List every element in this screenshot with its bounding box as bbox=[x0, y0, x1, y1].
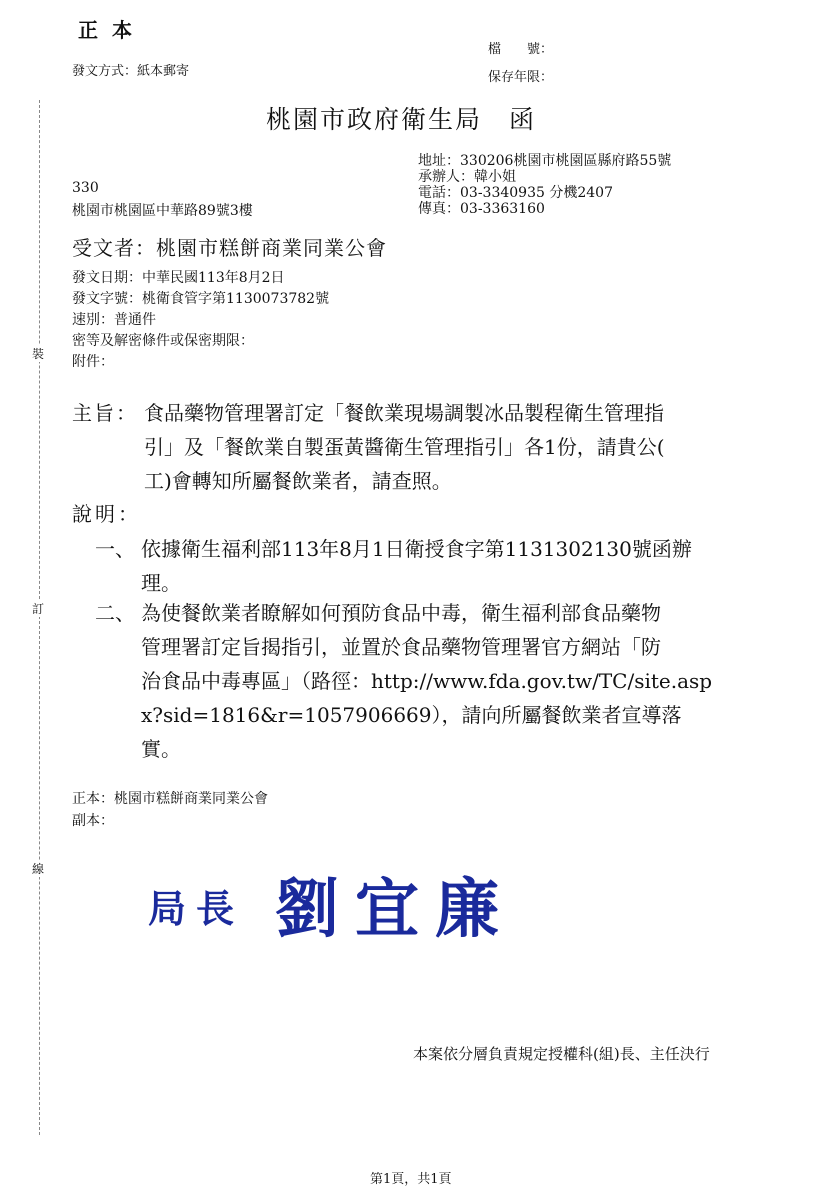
item-number: 一、 bbox=[95, 537, 135, 561]
explanation-item bbox=[95, 532, 785, 600]
binding-mark-ding: 訂 bbox=[32, 602, 45, 616]
binding-line bbox=[39, 100, 40, 1135]
retention-period-label: 保存年限： bbox=[488, 70, 554, 85]
sender-phone: 電話：03-3340935 分機2407 bbox=[418, 185, 613, 201]
subject-line: 食品藥物管理署訂定「餐飲業現場調製冰品製程衛生管理指 bbox=[144, 401, 664, 425]
copy-mark: 正本 bbox=[78, 18, 146, 42]
recipient-street: 桃園市桃園區中華路89號3樓 bbox=[72, 203, 253, 219]
sender-contact: 承辦人：韓小姐 bbox=[418, 169, 516, 185]
subject-section bbox=[72, 396, 772, 498]
cc-recipient: 副本： bbox=[72, 813, 114, 829]
send-method: 發文方式：紙本郵寄 bbox=[72, 64, 190, 79]
item-line: 治食品中毒專區」（路徑：http://www.fda.gov.tw/TC/site.asp bbox=[141, 669, 713, 693]
item-line: 理。 bbox=[141, 571, 181, 595]
document-title: 桃園市政府衛生局 函 bbox=[266, 105, 537, 134]
page-number: 第1頁，共1頁 bbox=[370, 1172, 452, 1187]
delegation-note: 本案依分層負責規定授權科(組)長、主任決行 bbox=[413, 1045, 710, 1063]
item-line: x?sid=1816&r=1057906669），請向所屬餐飲業者宣導落 bbox=[141, 703, 682, 727]
subject-line: 工)會轉知所屬餐飲業者，請查照。 bbox=[144, 469, 452, 493]
explanation-item bbox=[95, 596, 785, 766]
document-meta bbox=[72, 268, 329, 373]
sender-address: 地址：330206桃園市桃園區縣府路55號 bbox=[418, 153, 672, 169]
attachment: 附件： bbox=[72, 354, 114, 370]
item-line: 依據衛生福利部113年8月1日衛授食字第1131302130號函辦 bbox=[141, 537, 692, 561]
sender-fax: 傳真：03-3363160 bbox=[418, 201, 545, 217]
file-number-label: 檔 號： bbox=[488, 42, 554, 57]
signature-title: 局長 bbox=[148, 886, 245, 931]
recipient: 受文者：桃園市糕餅商業同業公會 bbox=[72, 236, 387, 260]
subject-label: 主旨： bbox=[72, 401, 138, 425]
recipient-zip: 330 bbox=[72, 180, 99, 196]
item-number: 二、 bbox=[95, 601, 135, 625]
document-number: 發文字號：桃衛食管字第1130073782號 bbox=[72, 291, 330, 307]
secrecy-level: 密等及解密條件或保密期限： bbox=[72, 333, 254, 349]
item-line: 實。 bbox=[141, 737, 181, 761]
item-line: 為使餐飲業者瞭解如何預防食品中毒，衛生福利部食品藥物 bbox=[141, 601, 661, 625]
main-copy-recipient: 正本：桃園市糕餅商業同業公會 bbox=[72, 791, 268, 807]
issue-date: 發文日期：中華民國113年8月2日 bbox=[72, 270, 285, 286]
signature-name: 劉宜廉 bbox=[275, 872, 515, 947]
explanation-label: 說明： bbox=[72, 502, 141, 526]
binding-mark-xian: 線 bbox=[32, 862, 45, 876]
item-line: 管理署訂定旨揭指引，並置於食品藥物管理署官方網站「防 bbox=[141, 635, 661, 659]
subject-line: 引」及「餐飲業自製蛋黃醬衛生管理指引」各1份，請貴公( bbox=[144, 435, 665, 459]
copies-section bbox=[72, 788, 268, 832]
sender-info bbox=[418, 153, 671, 217]
binding-mark-zhuang: 裝 bbox=[32, 347, 45, 361]
speed-class: 速別：普通件 bbox=[72, 312, 156, 328]
